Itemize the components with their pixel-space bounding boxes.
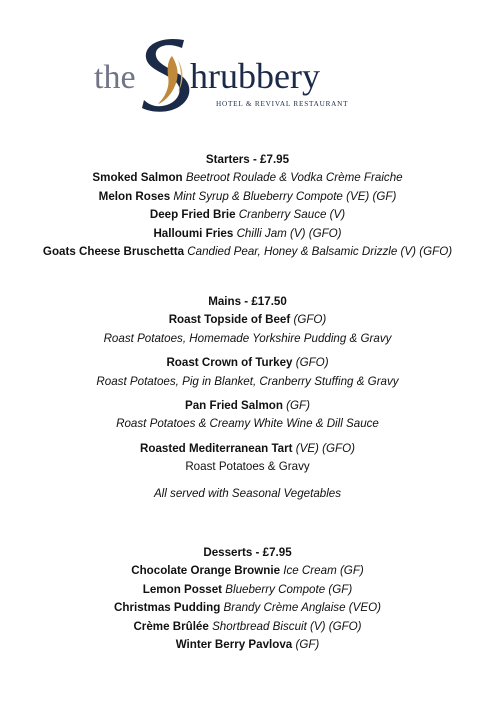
dessert-name: Crème Brûlée xyxy=(133,619,209,633)
dessert-desc: Shortbread Biscuit (V) (GFO) xyxy=(212,619,362,633)
starter-name: Melon Roses xyxy=(98,189,171,203)
main-name: Roast Crown of Turkey xyxy=(166,356,293,370)
dessert-desc: (GF) xyxy=(295,638,320,652)
starter-desc: Beetroot Roulade & Vodka Crème Fraiche xyxy=(185,171,403,185)
logo-word-hrubbery: hrubbery xyxy=(190,56,320,96)
dessert-name: Chocolate Orange Brownie xyxy=(131,564,281,578)
served-note: All served with Seasonal Vegetables xyxy=(153,486,342,500)
dessert-desc: Brandy Crème Anglaise (VEO) xyxy=(223,601,381,615)
dessert-item xyxy=(0,618,495,636)
starter-desc: Cranberry Sauce (V) xyxy=(238,208,346,222)
main-item xyxy=(0,311,495,348)
main-sides: Roast Potatoes & Gravy xyxy=(185,460,310,474)
main-sides: Roast Potatoes & Creamy White Wine & Dill Sauce xyxy=(116,417,379,431)
main-item xyxy=(0,440,495,477)
dessert-name: Christmas Pudding xyxy=(114,601,221,615)
main-name: Pan Fried Salmon xyxy=(185,399,283,413)
logo-s-glyph xyxy=(142,39,189,112)
starter-name: Halloumi Fries xyxy=(153,226,234,240)
desserts-heading: Desserts - £7.95 xyxy=(203,546,292,559)
main-tags: (GFO) xyxy=(295,356,329,370)
logo-tagline: HOTEL & REVIVAL RESTAURANT xyxy=(216,100,349,108)
dessert-name: Winter Berry Pavlova xyxy=(175,638,293,652)
starter-item xyxy=(0,206,495,224)
starter-desc: Mint Syrup & Blueberry Compote (VE) (GF) xyxy=(173,189,397,203)
starter-name: Smoked Salmon xyxy=(92,171,183,185)
dessert-name: Lemon Posset xyxy=(142,582,223,596)
shrubbery-logo xyxy=(92,30,402,114)
dessert-item xyxy=(0,636,495,654)
main-tags: (GFO) xyxy=(293,313,327,327)
starter-desc: Chilli Jam (V) (GFO) xyxy=(236,226,342,240)
main-item xyxy=(0,397,495,434)
starter-name: Goats Cheese Bruschetta xyxy=(42,245,185,259)
dessert-desc: Ice Cream (GF) xyxy=(283,564,364,578)
main-sides: Roast Potatoes, Pig in Blanket, Cranberry Stuffing & Gravy xyxy=(96,374,399,388)
main-name: Roast Topside of Beef xyxy=(168,313,291,327)
main-name: Roasted Mediterranean Tart xyxy=(140,441,293,455)
main-tags: (VE) (GFO) xyxy=(295,441,355,455)
mains-heading: Mains - £17.50 xyxy=(208,295,287,308)
logo-word-the: the xyxy=(94,59,136,96)
starter-item xyxy=(0,225,495,243)
starter-item xyxy=(0,188,495,206)
main-sides: Roast Potatoes, Homemade Yorkshire Pudding & Gravy xyxy=(103,331,392,345)
dessert-item xyxy=(0,562,495,580)
main-item xyxy=(0,354,495,391)
starter-item xyxy=(0,243,495,261)
desserts-section xyxy=(0,544,495,654)
starters-heading: Starters - £7.95 xyxy=(205,153,290,166)
starter-name: Deep Fried Brie xyxy=(149,208,236,222)
logo-graphic xyxy=(92,30,402,114)
starter-item xyxy=(0,169,495,187)
mains-section xyxy=(0,293,495,503)
starters-section xyxy=(0,151,495,261)
starter-desc: Candied Pear, Honey & Balsamic Drizzle (V) (GFO) xyxy=(187,245,453,259)
dessert-item xyxy=(0,581,495,599)
dessert-item xyxy=(0,599,495,617)
dessert-desc: Blueberry Compote (GF) xyxy=(225,582,353,596)
main-tags: (GF) xyxy=(286,399,310,413)
